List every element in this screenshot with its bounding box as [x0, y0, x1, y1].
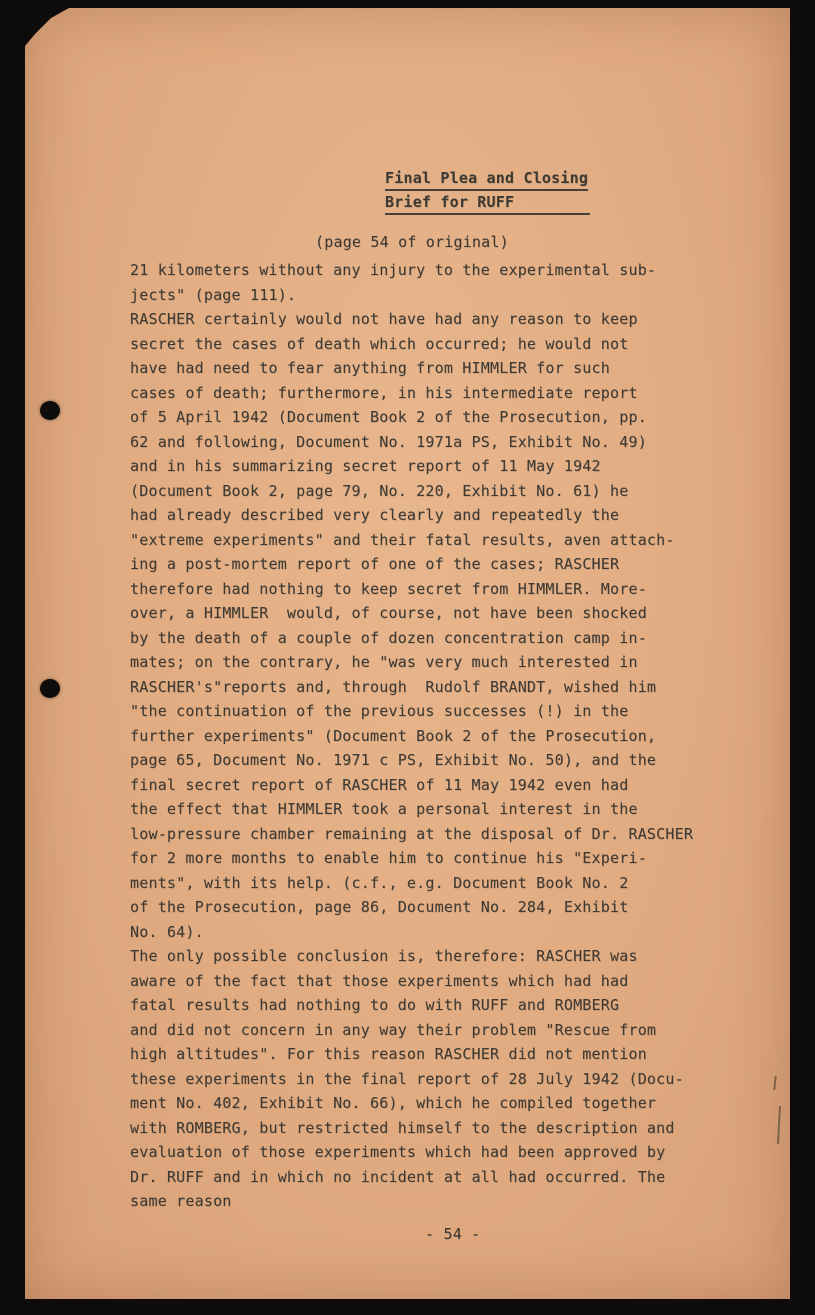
body-line: and did not concern in any way their problem "Rescue from [130, 1020, 657, 1039]
body-line: 21 kilometers without any injury to the experimental sub- [130, 261, 657, 279]
body-line: for 2 more months to enable him to continue his "Experi- [130, 849, 647, 867]
body-line: and in his summarizing secret report of 11 May 1942 [130, 457, 601, 475]
body-line: over, a HIMMLER would, of course, not have been shocked [130, 604, 647, 622]
body-line: 62 and following, Document No. 1971a PS, Exhibit No. 49) [130, 432, 647, 451]
page-reference: (page 54 of original) [315, 233, 509, 251]
document-header [385, 168, 595, 216]
body-line: secret the cases of death which occurred; he would not [130, 334, 629, 353]
body-line: the effect that HIMMLER took a personal interest in the [130, 800, 638, 818]
body-line: further experiments" (Document Book 2 of the Prosecution, [130, 726, 657, 745]
body-line: (Document Book 2, page 79, No. 220, Exhibit No. 61) he [130, 481, 629, 500]
body-line: mates; on the contrary, he "was very much interested in [130, 653, 638, 671]
body-line: jects" (page 111). [130, 285, 297, 304]
body-line: No. 64). [130, 922, 204, 941]
body-line: have had need to fear anything from HIMMLER for such [130, 359, 610, 377]
document-body [130, 258, 750, 1214]
body-line: The only possible conclusion is, therefore: RASCHER was [130, 947, 638, 965]
body-line: ment No. 402, Exhibit No. 66), which he compiled together [130, 1094, 657, 1112]
body-line: these experiments in the final report of 28 July 1942 (Docu- [130, 1069, 684, 1088]
body-line: high altitudes". For this reason RASCHER did not mention [130, 1045, 647, 1063]
body-line: of the Prosecution, page 86, Document No. 284, Exhibit [130, 898, 629, 916]
header-line-1: Final Plea and Closing [385, 168, 588, 191]
page-content [25, 8, 790, 1246]
body-line: ments", with its help. (c.f., e.g. Document Book No. 2 [130, 873, 629, 892]
body-line: fatal results had nothing to do with RUFF and ROMBERG [130, 996, 620, 1014]
body-line: of 5 April 1942 (Document Book 2 of the Prosecution, pp. [130, 408, 647, 426]
header-line-2: Brief for RUFF [385, 192, 590, 215]
body-line: page 65, Document No. 1971 c PS, Exhibit No. 50), and the [130, 751, 657, 769]
body-line: therefore had nothing to keep secret from HIMMLER. More- [130, 579, 647, 598]
document-page [25, 8, 790, 1299]
body-line: cases of death; furthermore, in his intermediate report [130, 383, 638, 402]
body-line: with ROMBERG, but restricted himself to the description and [130, 1118, 675, 1137]
body-line: by the death of a couple of dozen concentration camp in- [130, 628, 647, 647]
body-line: RASCHER certainly would not have had any reason to keep [130, 310, 638, 328]
body-line: ing a post-mortem report of one of the cases; RASCHER [130, 555, 620, 573]
body-line: evaluation of those experiments which had been approved by [130, 1143, 666, 1161]
body-line: RASCHER's"reports and, through Rudolf BRANDT, wished him [130, 677, 657, 696]
body-line: Dr. RUFF and in which no incident at all had occurred. The [130, 1167, 666, 1186]
body-line: "the continuation of the previous successes (!) in the [130, 702, 629, 720]
body-line: same reason [130, 1192, 232, 1210]
body-line: final secret report of RASCHER of 11 May 1942 even had [130, 775, 629, 794]
body-line: had already described very clearly and repeatedly the [130, 506, 620, 524]
page-number: - 54 - [425, 1224, 481, 1243]
body-line: low-pressure chamber remaining at the disposal of Dr. RASCHER [130, 824, 694, 843]
body-line: aware of the fact that those experiments which had had [130, 971, 629, 990]
body-line: "extreme experiments" and their fatal results, aven attach- [130, 530, 675, 549]
